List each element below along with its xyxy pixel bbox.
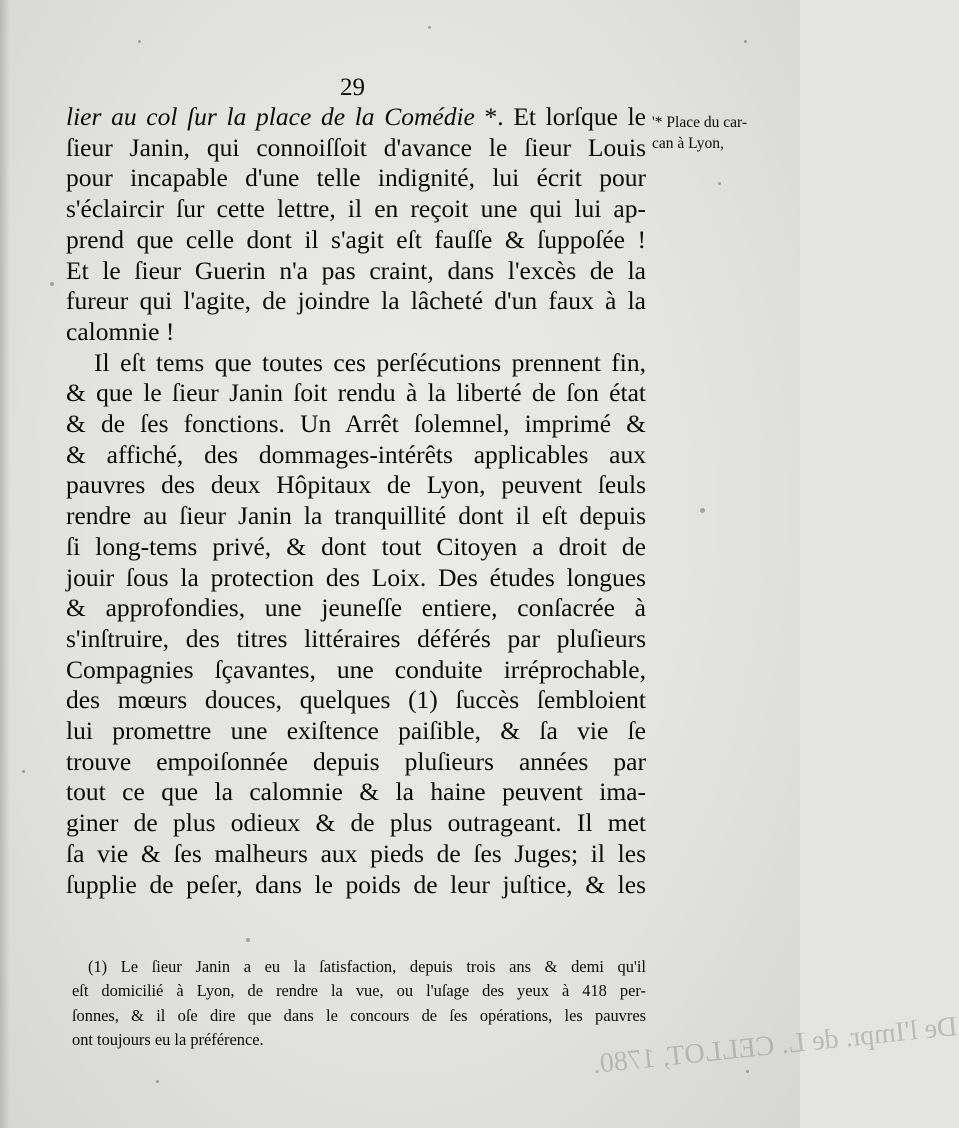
- text-line: ſi long-tems privé, & dont tout Citoyen a droit de: [66, 531, 646, 561]
- paper-speck: [246, 938, 250, 942]
- page-edge-shadow: [0, 0, 10, 1128]
- text-line: & affiché, des dommages-intérêts applicables aux: [66, 439, 646, 469]
- footnote-line: (1) Le ſieur Janin a eu la ſatisfaction, depuis trois ans & demi qu'il: [88, 957, 646, 976]
- text-line: pauvres des deux Hôpitaux de Lyon, peuvent ſeuls: [66, 470, 646, 500]
- text-line: Et le ſieur Guerin n'a pas craint, dans l'excès de la: [66, 255, 646, 285]
- paper-speck: [744, 40, 747, 43]
- text-line: prend que celle dont il s'agit eſt fauſſe & ſuppoſée !: [66, 224, 646, 254]
- text-line-rest: *. Et lorſque le: [474, 102, 646, 131]
- text-line: jouir ſous la protection des Loix. Des études longues: [66, 562, 646, 592]
- text-line: ſa vie & ſes malheurs aux pieds de ſes Juges; il les: [66, 838, 646, 868]
- text-line: des mœurs douces, quelques (1) ſuccès ſembloient: [66, 685, 646, 715]
- paper-speck: [22, 770, 25, 773]
- text-line: & de ſes fonctions. Un Arrêt ſolemnel, imprimé &: [66, 409, 646, 439]
- text-line: Il eſt tems que toutes ces perſécutions prennent fin,: [94, 347, 646, 377]
- footnote-line: ont toujours eu la préférence.: [72, 1029, 264, 1049]
- text-line: tout ce que la calomnie & la haine peuvent ima-: [66, 777, 646, 807]
- text-line: [66, 102, 646, 133]
- text-line: rendre au ſieur Janin la tranquillité dont il eſt depuis: [66, 501, 646, 531]
- footnote-line: ſonnes, & il oſe dire que dans le concours de ſes opérations, les pauvres: [72, 1005, 646, 1025]
- paper-speck: [700, 508, 705, 513]
- italic-phrase: lier au col ſur la place de la Comédie: [66, 102, 475, 131]
- text-line: ſupplie de peſer, dans le poids de leur juſtice, & les: [66, 869, 646, 899]
- text-line: fureur qui l'agite, de joindre la lâcheté d'un faux à la: [66, 286, 646, 316]
- text-line: calomnie !: [66, 316, 175, 346]
- footnote-line: eſt domicilié à Lyon, de rendre la vue, ou l'uſage des yeux à 418 per-: [72, 981, 646, 1001]
- text-line: s'inſtruire, des titres littéraires déférés par pluſieurs: [66, 623, 646, 653]
- text-line: lui promettre une exiſtence paiſible, & ſa vie ſe: [66, 716, 646, 746]
- margin-note: [652, 112, 792, 154]
- main-text-block: [66, 102, 646, 900]
- paper-speck: [50, 282, 54, 286]
- margin-note-line: '* Place du car-: [652, 114, 748, 131]
- margin-note-line: can à Lyon,: [652, 135, 724, 152]
- bleed-through-imprint: De l'Impr. de L. CELLOT, 1780.: [591, 1010, 959, 1081]
- text-line: giner de plus odieux & de plus outrageant. Il met: [66, 808, 646, 838]
- text-line: Compagnies ſçavantes, une conduite irréprochable,: [66, 654, 646, 684]
- paper-speck: [718, 182, 721, 185]
- paper-speck: [138, 40, 141, 43]
- page-number: 29: [340, 74, 365, 101]
- text-line: ſieur Janin, qui connoiſſoit d'avance le ſieur Louis: [66, 132, 646, 162]
- text-line: s'éclaircir ſur cette lettre, il en reçoit une qui lui ap-: [66, 194, 646, 224]
- footnote: [72, 955, 646, 1052]
- text-line: pour incapable d'une telle indignité, lui écrit pour: [66, 163, 646, 193]
- text-line: & que le ſieur Janin ſoit rendu à la liberté de ſon état: [66, 378, 646, 408]
- text-line: & approfondies, une jeuneſſe entiere, conſacrée à: [66, 593, 646, 623]
- paper-speck: [428, 26, 431, 29]
- paper-speck: [746, 1070, 749, 1073]
- text-line: trouve empoiſonnée depuis pluſieurs années par: [66, 746, 646, 776]
- paper-speck: [156, 1080, 159, 1083]
